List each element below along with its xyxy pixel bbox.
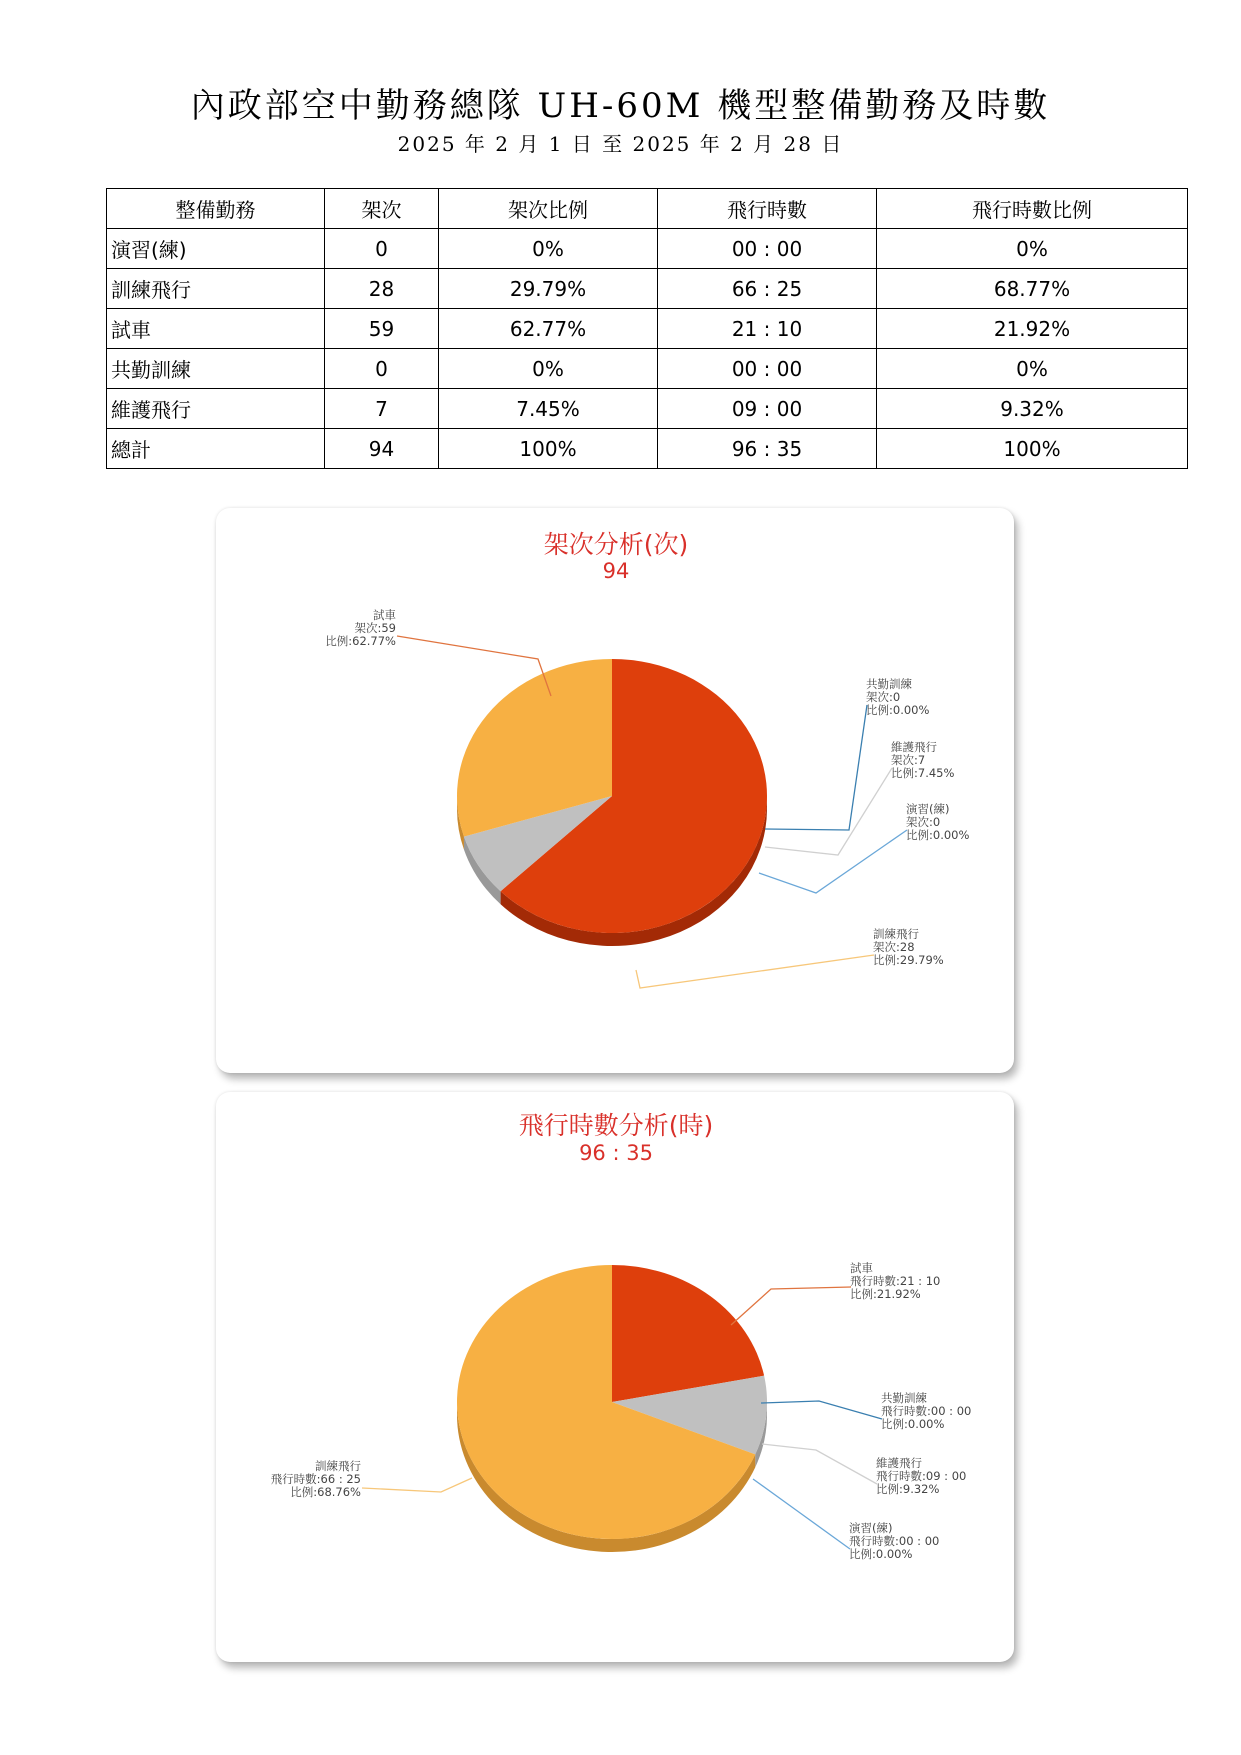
pie-top-group [457,1265,767,1539]
chart-title: 架次分析(次) [543,530,689,559]
cell-flight-hours: 00 : 00 [658,349,877,389]
cell-hours-ratio: 9.32% [877,389,1188,429]
leader-line [759,830,907,893]
table-row [107,229,1188,269]
cell-task: 總計 [107,429,325,469]
leader-line [362,1478,472,1492]
leader-line [765,768,892,855]
slice-data-label: 飛行時數:21 : 10 [850,1274,941,1288]
slice-data-label: 試車 [850,1261,873,1275]
cell-hours-ratio: 100% [877,429,1188,469]
table-header-row [107,189,1188,229]
slice-data-label: 架次:59 [354,621,396,635]
cell-flight-hours: 00 : 00 [658,229,877,269]
slice-data-label: 試車 [373,608,396,622]
leader-line [762,1444,877,1484]
slice-data-label: 比例:7.45% [891,766,955,780]
slice-data-label: 架次:28 [873,940,915,954]
table-row [107,269,1188,309]
leader-line [636,955,874,988]
cell-sorties: 59 [325,309,439,349]
leader-line [761,1401,882,1419]
leader-line [731,1287,851,1325]
cell-hours-ratio: 21.92% [877,309,1188,349]
cell-sortie-ratio: 0% [439,229,658,269]
table-header [107,189,1188,229]
slice-data-label: 比例:0.00% [906,828,970,842]
cell-task: 試車 [107,309,325,349]
table-row [107,309,1188,349]
slice-data-label: 訓練飛行 [315,1459,361,1473]
sorties-pie-chart [216,508,1014,1073]
slice-data-label: 演習(練) [906,802,950,816]
cell-sortie-ratio: 100% [439,429,658,469]
cell-sortie-ratio: 62.77% [439,309,658,349]
slice-data-label: 飛行時數:66 : 25 [270,1472,361,1486]
column-header-sorties: 架次 [325,189,439,229]
page-title: 內政部空中勤務總隊 UH-60M 機型整備勤務及時數 [190,86,1051,126]
cell-hours-ratio: 0% [877,349,1188,389]
cell-sorties: 7 [325,389,439,429]
slice-data-label: 維護飛行 [876,1456,922,1470]
cell-task: 訓練飛行 [107,269,325,309]
slice-data-label: 架次:0 [906,815,941,829]
cell-task: 維護飛行 [107,389,325,429]
slice-data-label: 比例:0.00% [881,1417,945,1431]
slice-data-label: 架次:0 [866,690,901,704]
table-body [107,229,1188,469]
cell-hours-ratio: 68.77% [877,269,1188,309]
cell-flight-hours: 96 : 35 [658,429,877,469]
cell-sorties: 0 [325,349,439,389]
summary-table [106,188,1188,469]
slice-data-label: 共勤訓練 [866,677,912,691]
cell-task: 演習(練) [107,229,325,269]
slice-data-label: 比例:68.76% [290,1485,361,1499]
slice-data-label: 飛行時數:00 : 00 [881,1404,972,1418]
leader-line [765,705,867,830]
slice-data-label: 共勤訓練 [881,1391,927,1405]
slice-data-label: 比例:21.92% [850,1287,921,1301]
slice-data-label: 維護飛行 [891,740,937,754]
column-header-flight-hours: 飛行時數 [658,189,877,229]
slice-data-label: 架次:7 [891,753,926,767]
cell-task: 共勤訓練 [107,349,325,389]
chart-subtitle: 96 : 35 [579,1141,653,1165]
sorties-chart-card [216,508,1014,1073]
cell-hours-ratio: 0% [877,229,1188,269]
slice-data-label: 演習(練) [849,1521,893,1535]
pie-top-group [457,659,767,933]
cell-sortie-ratio: 7.45% [439,389,658,429]
cell-sorties: 28 [325,269,439,309]
slice-data-label: 飛行時數:00 : 00 [849,1534,940,1548]
date-range: 2025 年 2 月 1 日 至 2025 年 2 月 28 日 [397,132,844,156]
cell-sortie-ratio: 29.79% [439,269,658,309]
slice-data-label: 比例:62.77% [325,634,396,648]
hours-pie-chart [216,1092,1014,1662]
slice-data-label: 比例:29.79% [873,953,944,967]
cell-flight-hours: 09 : 00 [658,389,877,429]
leader-line [753,1479,850,1549]
column-header-sortie-ratio: 架次比例 [439,189,658,229]
column-header-task: 整備勤務 [107,189,325,229]
chart-subtitle: 94 [602,559,630,583]
table-row [107,389,1188,429]
cell-flight-hours: 66 : 25 [658,269,877,309]
table-row-total [107,429,1188,469]
column-header-hours-ratio: 飛行時數比例 [877,189,1188,229]
chart-title: 飛行時數分析(時) [518,1111,714,1140]
slice-data-label: 比例:0.00% [849,1547,913,1561]
cell-sortie-ratio: 0% [439,349,658,389]
cell-flight-hours: 21 : 10 [658,309,877,349]
slice-data-label: 比例:0.00% [866,703,930,717]
cell-sorties: 0 [325,229,439,269]
slice-data-label: 比例:9.32% [876,1482,940,1496]
table-row [107,349,1188,389]
slice-data-label: 訓練飛行 [873,927,919,941]
hours-chart-card [216,1092,1014,1662]
cell-sorties: 94 [325,429,439,469]
slice-data-label: 飛行時數:09 : 00 [876,1469,967,1483]
